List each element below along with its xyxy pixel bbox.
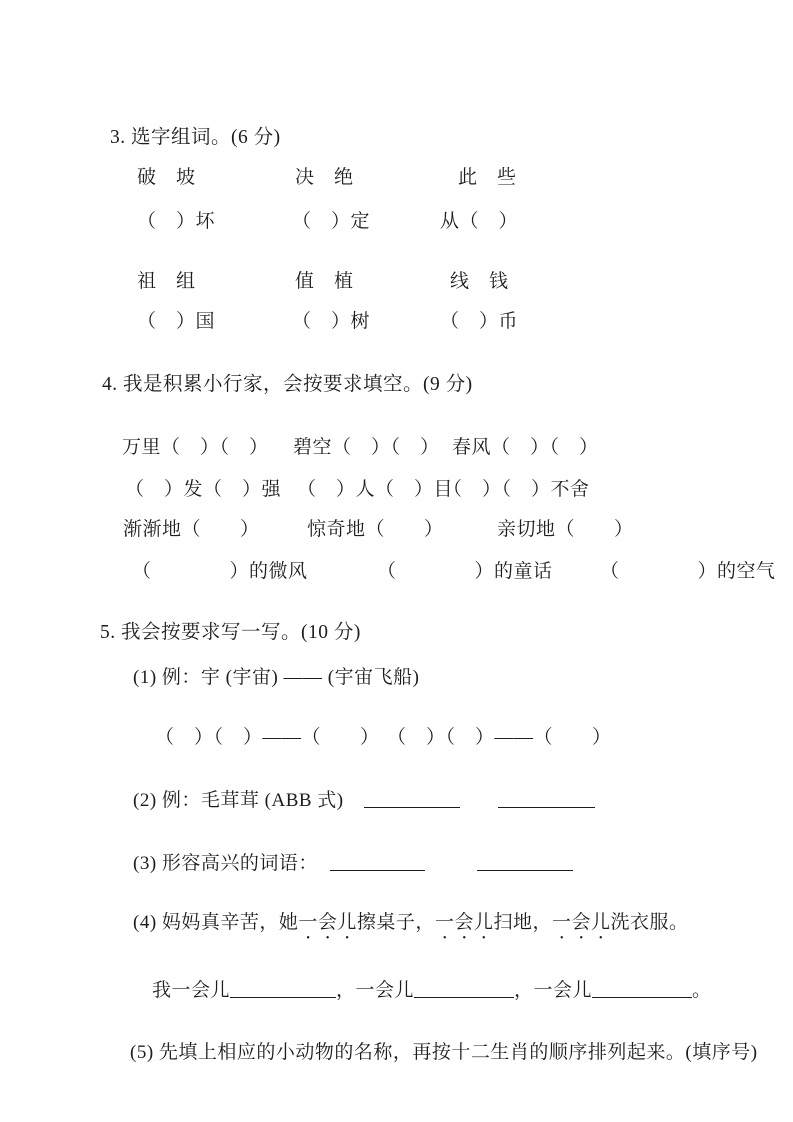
q5-item-4-sentence xyxy=(133,910,689,944)
q3-char-pair: 决 绝 xyxy=(295,167,354,188)
answer-blank xyxy=(498,787,595,808)
q5-item-4-answer-line xyxy=(152,977,712,1004)
q3-char-pair: 线 钱 xyxy=(450,271,509,292)
q4-fill-cell: （ ）发（ ）强 xyxy=(125,479,282,500)
q5-item-4-emphasized: 一会儿 xyxy=(434,912,494,933)
q5-item-4-seg: 洗衣服。 xyxy=(610,912,689,933)
answer-blank xyxy=(364,787,460,808)
q3-fill-blank-cell: （ ）定 xyxy=(292,211,371,232)
q4-fill-cell: 惊奇地（ ） xyxy=(307,519,444,540)
q5-item-4-answer-mid: ，一会儿 xyxy=(514,980,593,1001)
answer-blank xyxy=(230,977,336,998)
q4-fill-cell: 渐渐地（ ） xyxy=(123,519,260,540)
q3-char-pair: 值 植 xyxy=(295,271,354,292)
q5-item-4-seg: 擦桌子， xyxy=(356,912,435,933)
q3-char-pair: 破 坡 xyxy=(137,167,196,188)
answer-blank xyxy=(414,977,514,998)
q5-item-4-answer-prefix: 我一会儿 xyxy=(152,980,231,1001)
q4-fill-cell: （ ）的空气 xyxy=(600,561,776,582)
question-4-title: 4. 我是积累小行家，会按要求填空。(9 分) xyxy=(102,374,473,395)
q3-char-pair: 祖 组 xyxy=(137,271,196,292)
q5-item-4-seg: (4) 妈妈真辛苦，她 xyxy=(133,912,299,933)
q3-fill-blank-cell: （ ）树 xyxy=(292,311,371,332)
q5-item-3-line xyxy=(133,850,573,877)
q5-item-5-prompt: (5) 先填上相应的小动物的名称，再按十二生肖的顺序排列起来。(填序号) xyxy=(130,1042,758,1063)
q4-fill-cell: 春风（ ）（ ） xyxy=(452,437,599,458)
q4-fill-cell: 亲切地（ ） xyxy=(497,519,634,540)
q4-fill-cell: （ ）人（ ）目 xyxy=(297,479,454,500)
q5-item-4-answer-end: 。 xyxy=(692,980,712,1001)
q5-item-4-answer-mid: ，一会儿 xyxy=(336,980,415,1001)
question-3-title: 3. 选字组词。(6 分) xyxy=(110,127,281,148)
q5-item-4-emphasized: 一会儿 xyxy=(551,912,611,933)
answer-blank xyxy=(592,977,692,998)
q3-fill-blank-cell: 从（ ） xyxy=(440,211,519,232)
q5-item-4-seg: 扫地， xyxy=(493,912,552,933)
question-5-title: 5. 我会按要求写一写。(10 分) xyxy=(100,622,361,643)
q4-fill-cell: 万里（ ）（ ） xyxy=(122,437,269,458)
q4-fill-cell: （ ）的童话 xyxy=(377,561,553,582)
q5-item-4-emphasized: 一会儿 xyxy=(298,912,357,933)
q4-fill-cell: （ ）（ ）不舍 xyxy=(443,479,590,500)
q5-item-2-example: (2) 例：毛茸茸 (ABB 式) xyxy=(133,790,344,811)
answer-blank xyxy=(330,850,425,871)
q3-fill-blank-cell: （ ）坏 xyxy=(137,211,216,232)
q5-item-1-answer-pattern: （ ）（ ）——（ ） xyxy=(155,727,380,748)
q5-item-2-line xyxy=(133,787,595,814)
q3-char-pair: 此 些 xyxy=(458,167,517,188)
q4-fill-cell: （ ）的微风 xyxy=(132,561,308,582)
q3-fill-blank-cell: （ ）币 xyxy=(440,311,519,332)
answer-blank xyxy=(477,850,573,871)
q5-item-3-prompt: (3) 形容高兴的词语： xyxy=(133,853,318,874)
q3-fill-blank-cell: （ ）国 xyxy=(137,311,216,332)
q5-item-1-answer-pattern: （ ）（ ）——（ ） xyxy=(387,727,612,748)
q4-fill-cell: 碧空（ ）（ ） xyxy=(293,437,440,458)
q5-item-1-example: (1) 例：宇 (宇宙) —— (宇宙飞船) xyxy=(133,667,420,688)
